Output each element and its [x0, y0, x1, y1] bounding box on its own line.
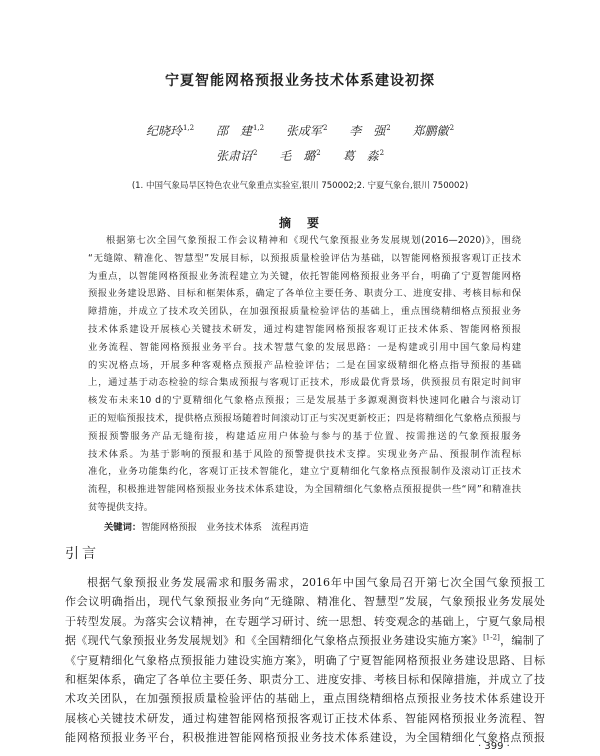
- author: [343, 147, 384, 164]
- abstract-line: 技术体系建设开展核心关键技术研发，通过构建智能网格预报客观订正技术体系、智能网格预报: [88, 323, 521, 335]
- author: [349, 122, 390, 139]
- abstract-line: 业务流程、智能网格预报业务平台。技术智慧气象的发展思路：一是构建或引用中国气象局构建: [88, 341, 521, 353]
- author-affiliation-mark: 2: [386, 124, 391, 132]
- author: [413, 122, 454, 139]
- introduction-paragraph: [65, 573, 545, 748]
- abstract-line: 预报预警服务产品无缝衔接，构建适应用户体验与参与的基于位置、按需推送的气象预报服务: [88, 430, 521, 442]
- abstract-line: 预报业务建设思路、目标和框架体系，确定了各单位主要任务、职责分工、进度安排、考核目标和保: [88, 288, 521, 300]
- abstract-line: “无缝隙、精准化、智慧型”发展目标，以预报质量检验评估为基础，以智能网格预报客观订正技术: [88, 252, 521, 264]
- body-text-line: 据《现代气象预报业务发展规划》和《全国精细化气象格点预报业务建设实施方案》[1-2]，编制了: [65, 633, 545, 648]
- author-affiliation-mark: 1,2: [252, 124, 265, 132]
- author-affiliation-mark: 2: [449, 124, 455, 132]
- abstract-line: 的实况格点场，开展多种客观格点预报产品检验评估；二是在国家级精细化格点指导预报的基础: [88, 359, 521, 371]
- abstract-line: 准化，业务功能集约化，客观订正技术智能化，建立宁夏精细化气象格点预报制作及滚动订正技术: [88, 466, 521, 478]
- author: [216, 147, 257, 164]
- body-text-line: 《宁夏精细化气象格点预报能力建设实施方案》，明确了宁夏智能网格预报业务建设思路、目标: [65, 653, 545, 667]
- author-affiliation-mark: 2: [316, 149, 321, 157]
- author-affiliations: (1. 中国气象局旱区特色农业气象重点实验室,银川 750002;2. 宁夏气象台,银川 750002): [131, 181, 469, 191]
- author: [216, 122, 264, 139]
- author-affiliation-mark: 2: [379, 149, 385, 157]
- author-name: 郑鹏徽: [412, 124, 449, 138]
- body-text-line: 根据气象预报业务发展需求和服务需求，2016年中国气象局召开第七次全国气象预报工: [87, 576, 545, 589]
- body-text-line: 于转型发展。为落实会议精神，在专题学习研讨、统一思想、转变观念的基础上，宁夏气象局根: [65, 614, 545, 628]
- abstract-paragraph: [88, 232, 521, 517]
- author-list-row-1: [0, 122, 600, 139]
- abstract-line: 流程，积极推进智能网格预报业务技术体系建设，为全国精细化气象格点预报提供一些“网”和精准扶: [88, 484, 521, 496]
- author-affiliation-mark: 2: [322, 124, 328, 132]
- author: [146, 122, 194, 139]
- body-text-line: 能网格预报业务平台，积极推进智能网格预报业务技术体系建设，为全国精细化气象格点预报: [65, 731, 545, 745]
- author-name: 葛 淼: [342, 149, 379, 163]
- keywords-label: 关键词：: [104, 522, 142, 533]
- author: [279, 147, 320, 164]
- body-text-line: 和框架体系，确定了各单位主要任务、职责分工、进度安排、考核目标和保障措施，并成立了技: [65, 672, 545, 686]
- abstract-line: 上，通过基于动态检验的综合集成预报与客观订正技术，形成最优背景场，供预报员有限定时间审: [88, 377, 521, 389]
- author-name: 邵 建: [215, 124, 252, 138]
- section-heading-introduction: 引言: [65, 546, 99, 562]
- body-text-line: 术攻关团队，在加强预报质量检验评估的基础上，重点围绕精细格点预报业务技术体系建设开: [65, 692, 545, 706]
- author-name: 李 强: [349, 124, 386, 138]
- abstract-line: 贫等提供支持。: [88, 501, 154, 513]
- author: [286, 122, 327, 139]
- author-list-row-2: [0, 147, 600, 164]
- keywords: [104, 519, 521, 533]
- citation-reference: [1-2]: [483, 633, 500, 642]
- abstract-line: 根据第七次全国气象预报工作会议精神和《现代气象预报业务发展规划(2016—2020)》，围绕: [106, 235, 521, 246]
- abstract-heading: 摘 要: [278, 216, 321, 230]
- keywords-values: 智能网格预报 业务技术体系 流程再造: [141, 522, 309, 533]
- author-affiliation-mark: 2: [252, 149, 258, 157]
- page-number: · 399 ·: [478, 741, 510, 752]
- author-affiliation-mark: 1,2: [182, 124, 195, 132]
- author-name: 张肃诏: [215, 149, 252, 163]
- body-text-line: 展核心关键技术研发，通过构建智能网格预报客观订正技术体系、智能网格预报业务流程、智: [65, 711, 545, 725]
- author-name: 纪晓玲: [145, 124, 182, 138]
- abstract-line: 正的短临预报技术，提供格点预报场随着时间滚动订正与实况更新校正；四是将精细化气象格点预报与: [88, 412, 521, 424]
- abstract-line: 为重点，以智能网格预报业务流程建立为关键，依托智能网格预报业务平台，明确了宁夏智能网格: [88, 270, 521, 282]
- abstract-line: 核发布未来10 d的宁夏精细化气象格点预报；三是发展基于多源观测资料快速同化融合与滚动订: [88, 395, 521, 407]
- paper-title: 宁夏智能网格预报业务技术体系建设初探: [165, 73, 435, 89]
- author-name: 毛 璐: [279, 149, 316, 163]
- author-name: 张成军: [285, 124, 322, 138]
- body-text-line: 作会议明确指出，现代气象预报业务向“无缝隙、精准化、智慧型”发展，气象预报业务发展处: [65, 595, 545, 609]
- abstract-line: 技术体系。为基于影响的预报和基于风险的预警提供技术支撑。实现业务产品、预报制作流程标: [88, 448, 521, 460]
- abstract-line: 障措施，并成立了技术攻关团队，在加强预报质量检验评估的基础上，重点围绕精细格点预报业务: [88, 306, 521, 318]
